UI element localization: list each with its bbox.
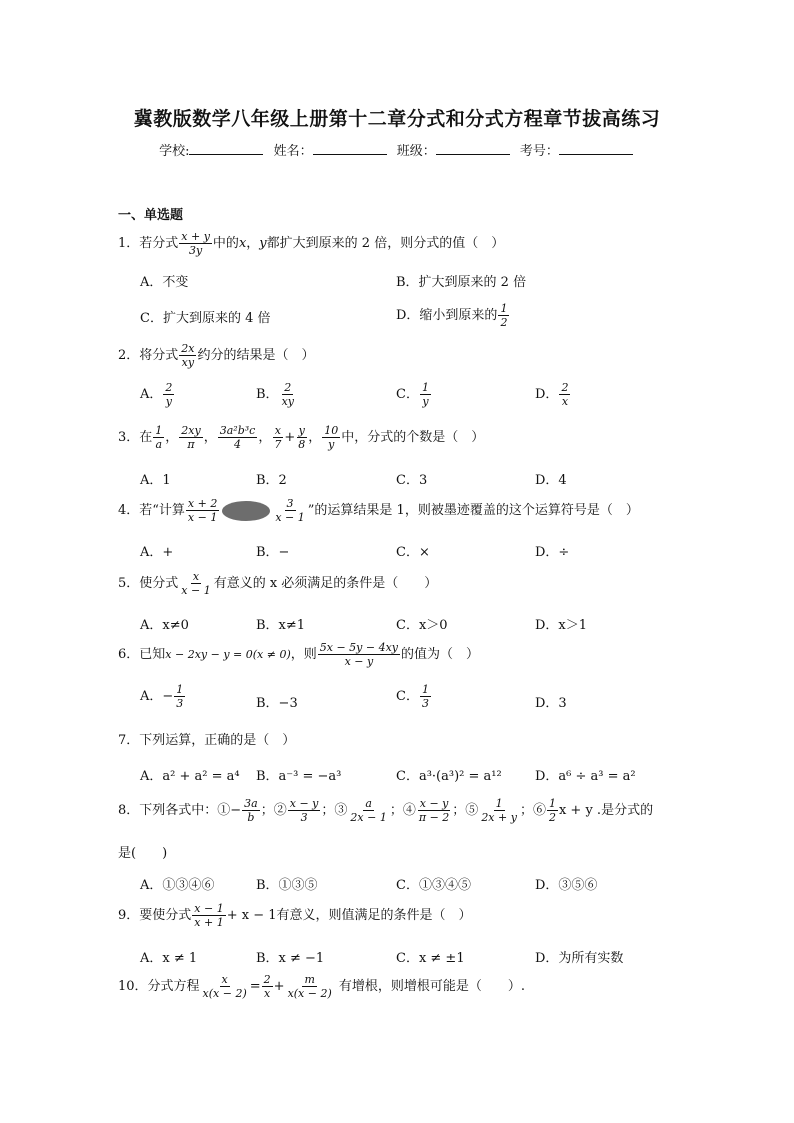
page-title: 冀教版数学八年级上册第十二章分式和分式方程章节拔高练习 — [133, 108, 661, 130]
ink-blot — [222, 501, 270, 521]
q8-option-d[interactable]: D．③⑤⑥ — [535, 878, 598, 893]
school-blank — [189, 141, 263, 155]
question-1: 1．若分式 $\frac{x + y}{3y}$ 中的x，y都扩大到原来的 2 倍，则分式的值（ ） — [118, 230, 505, 257]
number-label: 考号： — [519, 144, 559, 159]
q2-option-c[interactable]: C． $\frac{1}{y}$ — [396, 381, 429, 408]
q7-option-a[interactable]: A．a² + a² = a⁴ — [140, 769, 240, 784]
question-7: 7．下列运算，正确的是（ ） — [118, 733, 296, 748]
student-info-line — [0, 140, 794, 159]
q5-option-b[interactable]: B．x≠1 — [256, 618, 306, 633]
q8-option-c[interactable]: C．①③④⑤ — [396, 878, 471, 893]
q9-option-c[interactable]: C．x ≠ ±1 — [396, 951, 465, 966]
q9-option-b[interactable]: B．x ≠ −1 — [256, 951, 325, 966]
q1-fraction: $\frac{x + y}{3y}$ — [181, 230, 210, 257]
class-blank — [436, 141, 510, 155]
q2-option-a[interactable]: A． $\frac{2}{y}$ — [140, 381, 173, 408]
q6-option-c[interactable]: C． $\frac{1}{3}$ — [396, 683, 429, 710]
q5-option-a[interactable]: A．x≠0 — [140, 618, 189, 633]
q2-option-d[interactable]: D． $\frac{2}{x}$ — [535, 381, 569, 408]
school-label: 学校: — [159, 144, 190, 159]
q2-option-b[interactable]: B． $\frac{2}{xy}$ — [256, 381, 294, 408]
q4-option-a[interactable]: A．+ — [140, 545, 174, 560]
q3-option-a[interactable]: A．1 — [140, 473, 171, 488]
question-10: 10．分式方程 $\frac{x}{x(x - 2)}$ = $\frac{2}{x}$ + $\frac{m}{x(x - 2)}$ 有增根，则增根可能是（ ）. — [118, 973, 526, 1000]
name-blank — [313, 141, 387, 155]
q6-option-d[interactable]: D．3 — [535, 696, 567, 711]
q5-option-d[interactable]: D．x＞1 — [535, 618, 588, 633]
q3-option-d[interactable]: D．4 — [535, 473, 567, 488]
question-8: 8．下列各式中：①− $\frac{3a}{b}$ ；② $\frac{x - y}{3}$ ；③ $\frac{a}{2x - 1}$ ；④ $\frac{x - y}{\pi - 2}$ ；⑤ $\frac{1}{2x + y}$ ；⑥ $\frac{1}{2}$ x + y .是分式的 — [118, 797, 654, 824]
question-8-line-2: 是( ) — [118, 846, 168, 861]
q7-option-d[interactable]: D．a⁶ ÷ a³ = a² — [535, 769, 636, 784]
question-9: 9．要使分式 $\frac{x - 1}{x + 1}$ + x − 1有意义，则值满足的条件是（ ） — [118, 902, 472, 929]
q6-option-b[interactable]: B．−3 — [256, 696, 298, 711]
q4-option-d[interactable]: D．÷ — [535, 545, 570, 560]
question-3: 3．在 $\frac{1}{a}$ ， $\frac{2xy}{\pi}$ ， $\frac{\text{3a²b³c}}{4}$ ， $\frac{x}{7}$ + $\frac{y}{8}$ ， $\frac{10}{y}$ 中，分式的个数是（ ） — [118, 424, 485, 451]
q8-option-b[interactable]: B．①③⑤ — [256, 878, 318, 893]
q1-option-b[interactable]: B．扩大到原来的 2 倍 — [396, 275, 527, 290]
q1-option-d[interactable]: D．缩小到原来的 $\frac{1}{2}$ — [396, 302, 508, 329]
q3-option-c[interactable]: C．3 — [396, 473, 428, 488]
q8-option-a[interactable]: A．①③④⑥ — [140, 878, 215, 893]
section-heading: 一、单选题 — [118, 208, 184, 223]
q7-option-b[interactable]: B．a⁻³ = −a³ — [256, 769, 342, 784]
question-6: 6．已知x − 2xy − y = 0(x ≠ 0)，则 $\frac{5x - 5y - 4xy}{x - y}$ 的值为（ ） — [118, 641, 480, 668]
q6-option-a[interactable]: A．− $\frac{1}{3}$ — [140, 683, 184, 710]
number-blank — [559, 141, 633, 155]
q4-option-b[interactable]: B．− — [256, 545, 290, 560]
question-5: 5．使分式 $\frac{x}{x - 1}$ 有意义的 x 必须满足的条件是（ ） — [118, 570, 438, 597]
question-2: 2．将分式 $\frac{2x}{xy}$ 约分的结果是（ ） — [118, 342, 315, 369]
name-label: 姓名： — [273, 144, 313, 159]
q5-option-c[interactable]: C．x＞0 — [396, 618, 448, 633]
q3-option-b[interactable]: B．2 — [256, 473, 287, 488]
q1-stem: 1．若分式 — [118, 236, 179, 251]
question-4: 4．若“计算 $\frac{x + 2}{x - 1}$ $\frac{3}{x - 1}$ ”的运算结果是 1，则被墨迹覆盖的这个运算符号是（ ） — [118, 497, 639, 524]
q1-option-c[interactable]: C．扩大到原来的 4 倍 — [140, 311, 271, 326]
class-label: 班级： — [396, 144, 436, 159]
q9-option-a[interactable]: A．x ≠ 1 — [140, 951, 198, 966]
q2-fraction: $\frac{2x}{xy}$ — [181, 342, 195, 369]
q1-option-a[interactable]: A．不变 — [140, 275, 189, 290]
q7-option-c[interactable]: C．a³·(a³)² = a¹² — [396, 769, 502, 784]
q9-option-d[interactable]: D．为所有实数 — [535, 951, 624, 966]
q4-option-c[interactable]: C．× — [396, 545, 430, 560]
